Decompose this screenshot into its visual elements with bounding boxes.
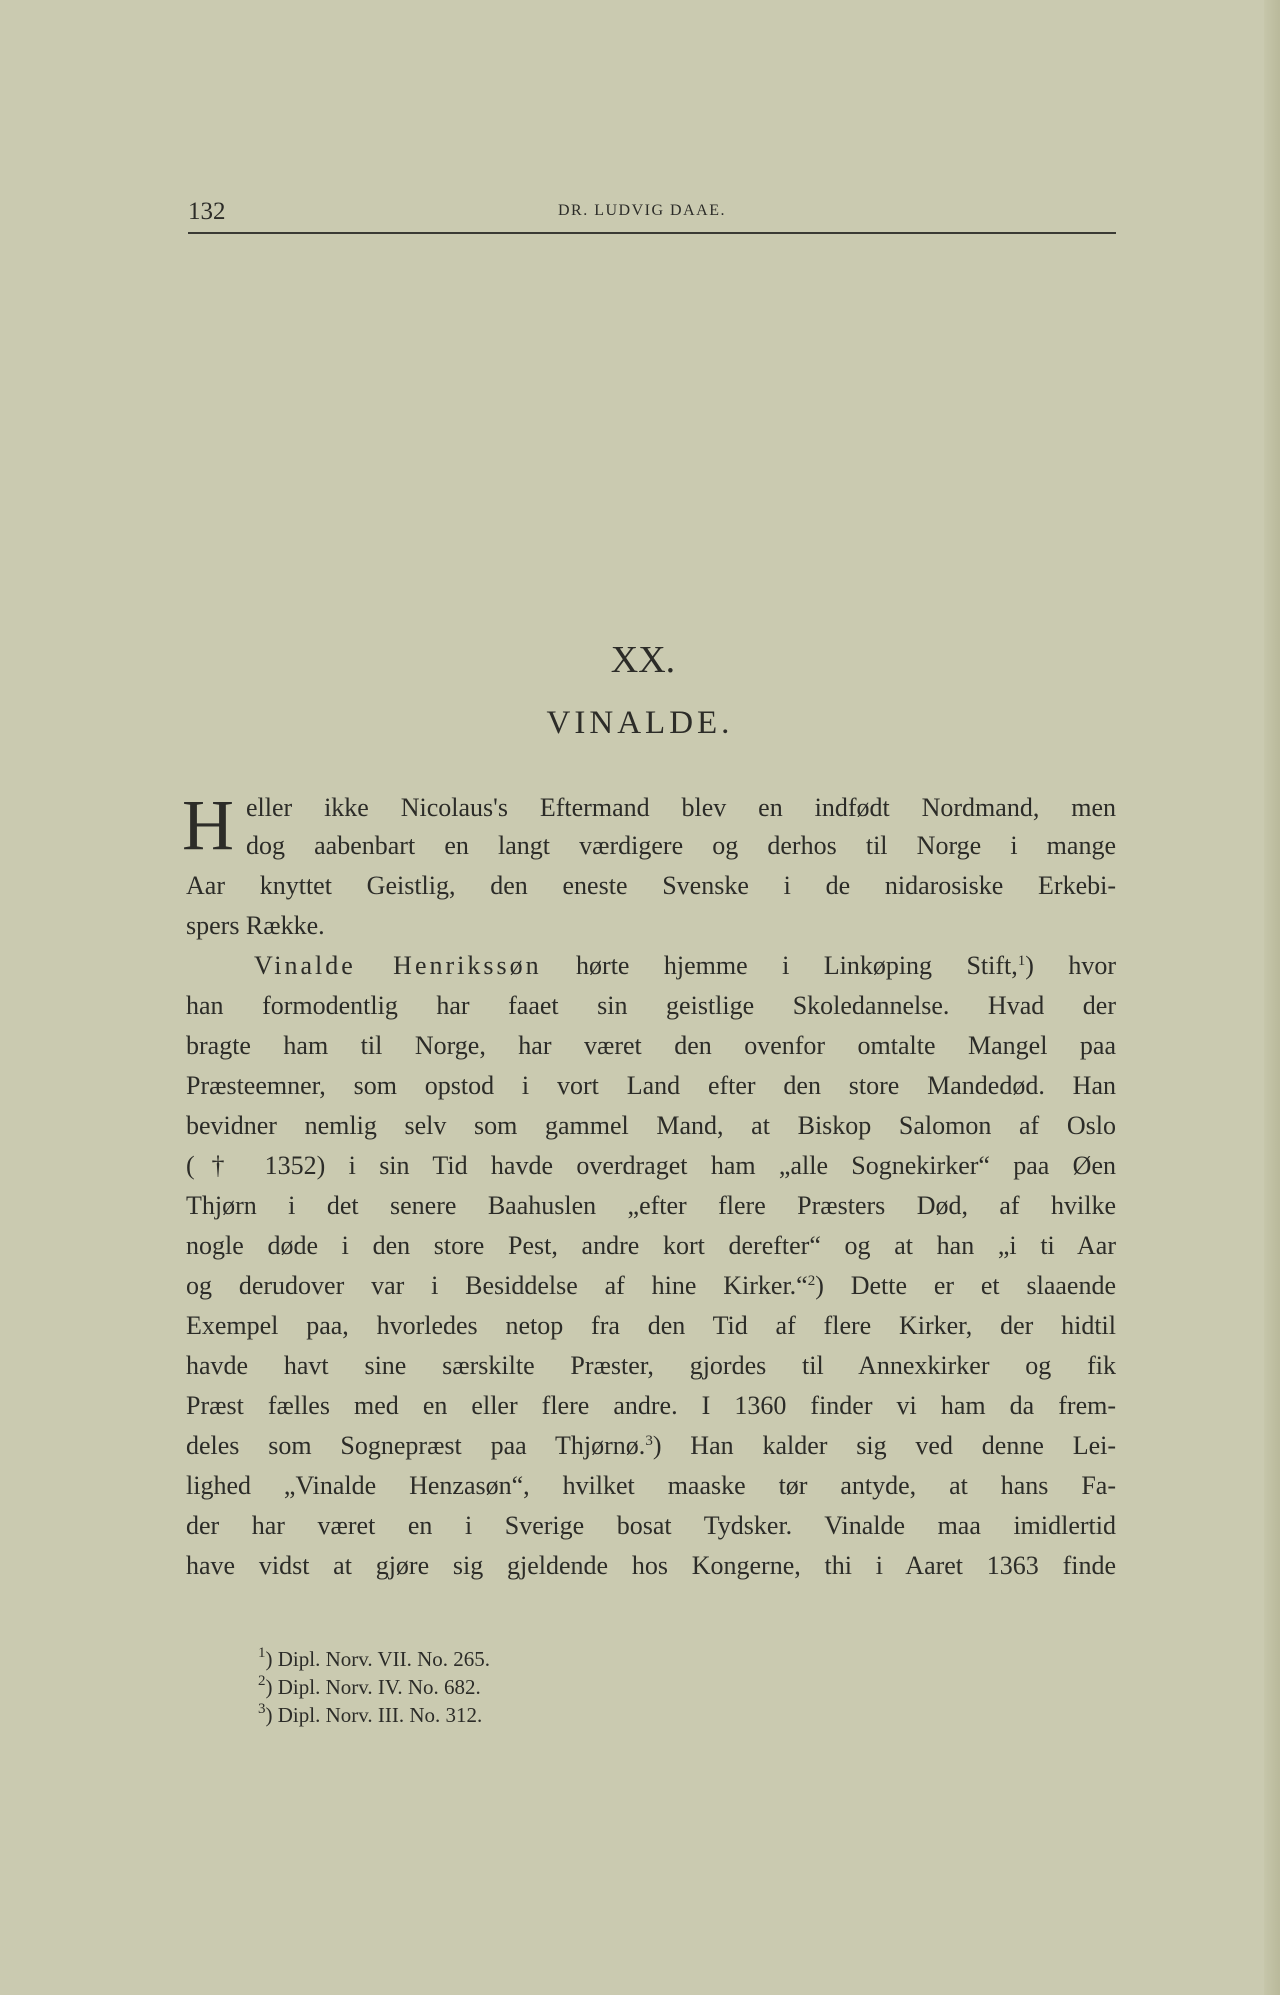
text-line: have vidst at gjøre sig gjeldende hos Kongerne, thi i Aaret 1363 finde [186, 1551, 1116, 1580]
footnote-marker: 2 [258, 1673, 266, 1689]
text-line: nogle døde i den store Pest, andre kort derefter“ og at han „i ti Aar [186, 1231, 1116, 1260]
footnote-ref: 1 [1017, 953, 1026, 969]
running-header [188, 192, 1116, 234]
text-fragment: ) Han kalder sig ved denne Lei- [652, 1431, 1117, 1460]
text-line: Præsteemner, som opstod i vort Land efter den store Mandedød. Han [186, 1071, 1116, 1100]
text-fragment: ) Dette er et slaaende [815, 1271, 1116, 1300]
text-line: han formodentlig har faaet sin geistlige Skoledannelse. Hvad der [186, 991, 1116, 1020]
text-fragment: ) hvor [1025, 951, 1117, 980]
drop-cap: H [182, 785, 234, 865]
text-line: († 1352) i sin Tid havde overdraget ham „alle Sognekirker“ paa Øen [186, 1151, 1116, 1180]
text-line: der har været en i Sverige bosat Tydsker. Vinalde maa imidlertid [186, 1511, 1116, 1540]
running-title: DR. LUDVIG DAAE. [558, 202, 726, 219]
footnote-text: ) Dipl. Norv. VII. No. 265. [265, 1647, 491, 1671]
footnote [258, 1672, 481, 1702]
text-line: bragte ham til Norge, har været den ovenfor omtalte Mangel paa [186, 1031, 1116, 1060]
text-line: Thjørn i det senere Baahuslen „efter flere Præsters Død, af hvilke [186, 1191, 1116, 1220]
footnote-marker: 3 [258, 1701, 266, 1717]
text-line [254, 946, 1116, 986]
footnote-text: ) Dipl. Norv. III. No. 312. [265, 1703, 483, 1727]
footnote-ref: 2 [807, 1273, 816, 1289]
page-number: 132 [188, 198, 226, 225]
text-line [186, 1426, 1116, 1466]
footnote [258, 1700, 482, 1730]
text-line: Exempel paa, hvorledes netop fra den Tid af flere Kirker, der hidtil [186, 1311, 1116, 1340]
person-name: Vinalde Henrikssøn [254, 951, 542, 980]
text-line: dog aabenbart en langt værdigere og derhos til Norge i mange [246, 831, 1116, 860]
text-line: Aar knyttet Geistlig, den eneste Svenske i de nidarosiske Erkebi- [186, 871, 1116, 900]
text-line: lighed „Vinalde Henzasøn“, hvilket maaske tør antyde, at hans Fa- [186, 1471, 1116, 1500]
chapter-number: XX. [610, 639, 676, 681]
footnote-marker: 1 [258, 1645, 266, 1661]
page-edge-shadow [1264, 0, 1280, 1995]
text-fragment: deles som Sognepræst paa Thjørnø. [186, 1431, 646, 1460]
footnote-text: ) Dipl. Norv. IV. No. 682. [265, 1675, 481, 1699]
footnote-ref: 3 [645, 1433, 653, 1449]
text-line: eller ikke Nicolaus's Eftermand blev en indfødt Nordmand, men [246, 793, 1116, 822]
text-line [186, 1266, 1116, 1306]
footnote [258, 1644, 490, 1674]
text-fragment: hørte hjemme i Linkøping Stift, [576, 951, 1018, 980]
text-line: spers Række. [186, 911, 325, 940]
text-line: havde havt sine særskilte Præster, gjordes til Annexkirker og fik [186, 1351, 1116, 1380]
text-line: bevidner nemlig selv som gammel Mand, at Biskop Salomon af Oslo [186, 1111, 1116, 1140]
chapter-title: VINALDE. [546, 705, 734, 741]
text-fragment: og derudover var i Besiddelse af hine Kirker.“ [186, 1271, 808, 1300]
text-line: Præst fælles med en eller flere andre. I 1360 finder vi ham da frem- [186, 1391, 1116, 1420]
